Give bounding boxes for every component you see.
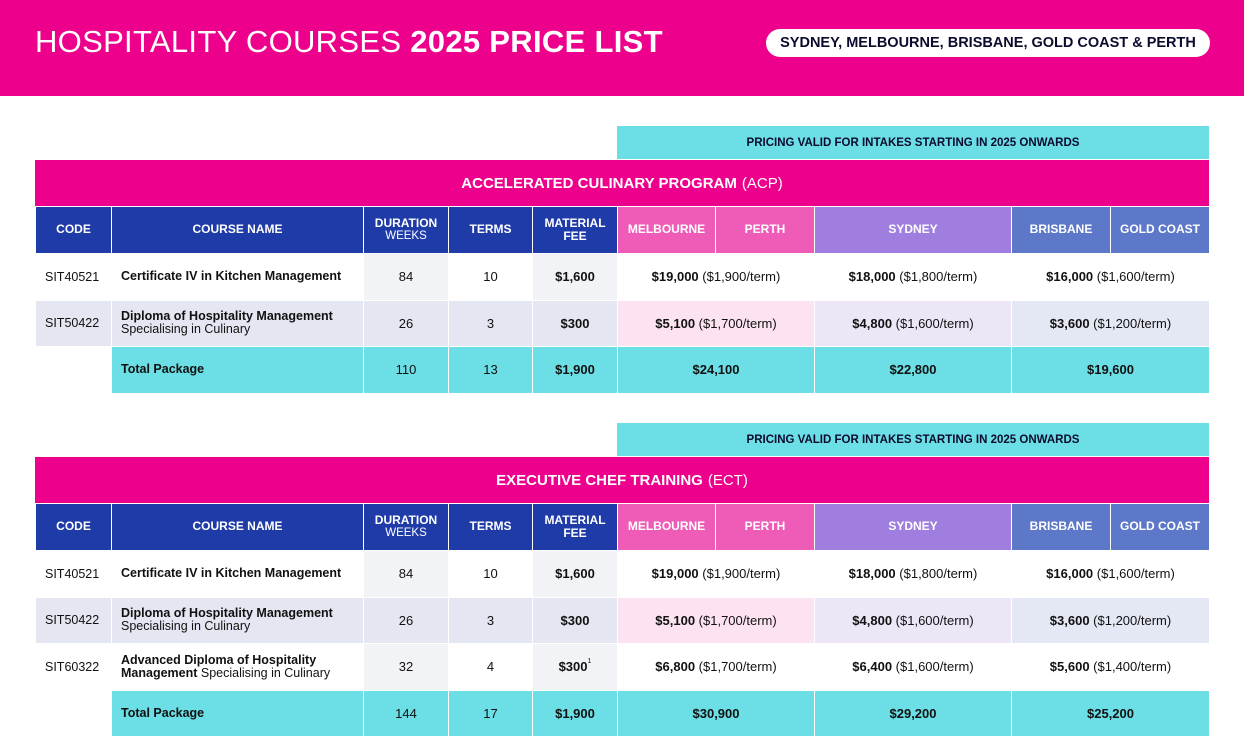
price-per-term: ($1,900/term): [702, 566, 781, 582]
terms-value: 4: [449, 644, 533, 691]
total-brisbane-goldcoast: $25,200: [1012, 690, 1210, 737]
table-row: [36, 597, 1210, 644]
col-sydney: SYDNEY: [815, 207, 1012, 254]
total-label: Total Package: [112, 347, 364, 394]
material-fee-value: [533, 254, 618, 301]
page-title: [35, 24, 663, 60]
col-material-fee: MATERIAL FEE: [533, 504, 618, 551]
ect-program-name: EXECUTIVE CHEF TRAINING: [496, 471, 703, 489]
price: $16,000: [1046, 566, 1094, 582]
ect-validity-banner: PRICING VALID FOR INTAKES STARTING IN 2025 ONWARDS: [617, 423, 1209, 456]
course-specialisation: Specialising in Culinary: [200, 665, 331, 680]
col-melbourne: MELBOURNE: [618, 207, 716, 254]
price: $4,800: [852, 315, 893, 331]
course-code: SIT40521: [36, 551, 112, 598]
price: $5,600: [1049, 659, 1090, 675]
price-per-term: ($1,400/term): [1093, 659, 1172, 675]
col-duration-unit: WEEKS: [385, 230, 427, 243]
price-per-term: ($1,700/term): [698, 659, 777, 675]
price: $5,100: [655, 315, 696, 331]
duration-value: 26: [364, 597, 449, 644]
acp-program-title: [35, 160, 1209, 206]
melbourne-perth-price: [618, 254, 815, 301]
col-duration-label: DURATION: [374, 513, 438, 528]
col-terms: TERMS: [449, 504, 533, 551]
acp-price-table: [35, 206, 1210, 394]
total-sydney: $22,800: [815, 347, 1012, 394]
total-melbourne-perth: $24,100: [618, 347, 815, 394]
material-fee-amount: $300: [560, 612, 590, 628]
total-material-fee: $1,900: [533, 347, 618, 394]
material-fee-amount: $1,600: [555, 566, 595, 582]
col-duration: [364, 504, 449, 551]
title-bold: 2025 PRICE LIST: [410, 24, 663, 59]
course-name: [112, 254, 364, 301]
table-header-row: [36, 504, 1210, 551]
brisbane-goldcoast-price: [1012, 597, 1210, 644]
course-name: [112, 300, 364, 347]
col-sydney: SYDNEY: [815, 504, 1012, 551]
footnote-marker: 1: [587, 658, 592, 666]
total-sydney: $29,200: [815, 690, 1012, 737]
price: $18,000: [848, 566, 896, 582]
col-terms: TERMS: [449, 207, 533, 254]
melbourne-perth-price: [618, 597, 815, 644]
price-per-term: ($1,600/term): [895, 659, 974, 675]
ect-program-title: [35, 457, 1209, 503]
col-duration-unit: WEEKS: [385, 527, 427, 540]
blank-cell: [36, 690, 112, 737]
material-fee-amount: $300: [558, 659, 588, 675]
col-duration-label: DURATION: [374, 216, 438, 231]
table-header-row: [36, 207, 1210, 254]
course-title: Advanced Diploma of Hospitality Management: [121, 652, 317, 680]
sydney-price: [815, 644, 1012, 691]
total-brisbane-goldcoast: $19,600: [1012, 347, 1210, 394]
price-per-term: ($1,800/term): [899, 566, 978, 582]
sydney-price: [815, 300, 1012, 347]
price: $6,400: [852, 659, 893, 675]
price-per-term: ($1,600/term): [1096, 269, 1175, 285]
total-row: [36, 347, 1210, 394]
duration-value: 26: [364, 300, 449, 347]
material-fee-value: [533, 300, 618, 347]
total-row: [36, 690, 1210, 737]
price-per-term: ($1,200/term): [1093, 315, 1172, 331]
melbourne-perth-price: [618, 300, 815, 347]
price-per-term: ($1,600/term): [895, 315, 974, 331]
sydney-price: [815, 551, 1012, 598]
acp-program-name: ACCELERATED CULINARY PROGRAM: [461, 174, 737, 192]
course-name: [112, 597, 364, 644]
total-melbourne-perth: $30,900: [618, 690, 815, 737]
course-specialisation: Specialising in Culinary: [121, 322, 251, 337]
title-light: HOSPITALITY COURSES: [35, 24, 402, 59]
col-gold-coast: GOLD COAST: [1111, 207, 1210, 254]
terms-value: 3: [449, 597, 533, 644]
col-code: CODE: [36, 504, 112, 551]
brisbane-goldcoast-price: [1012, 644, 1210, 691]
ect-program-abbr: (ECT): [707, 471, 748, 489]
duration-value: 32: [364, 644, 449, 691]
col-course-name: COURSE NAME: [112, 207, 364, 254]
col-brisbane: BRISBANE: [1012, 207, 1111, 254]
table-row: [36, 300, 1210, 347]
melbourne-perth-price: [618, 551, 815, 598]
course-specialisation: Specialising in Culinary: [121, 619, 251, 634]
price-per-term: ($1,800/term): [899, 269, 978, 285]
acp-validity-banner: PRICING VALID FOR INTAKES STARTING IN 2025 ONWARDS: [617, 126, 1209, 159]
brisbane-goldcoast-price: [1012, 551, 1210, 598]
price: $16,000: [1046, 269, 1094, 285]
price: $19,000: [651, 269, 699, 285]
price: $5,100: [655, 612, 696, 628]
col-course-name: COURSE NAME: [112, 504, 364, 551]
price: $4,800: [852, 612, 893, 628]
price-per-term: ($1,600/term): [1096, 566, 1175, 582]
col-brisbane: BRISBANE: [1012, 504, 1111, 551]
material-fee-value: [533, 644, 618, 691]
sydney-price: [815, 254, 1012, 301]
terms-value: 10: [449, 254, 533, 301]
page-header: [0, 0, 1244, 96]
price: $18,000: [848, 269, 896, 285]
col-material-fee: MATERIAL FEE: [533, 207, 618, 254]
brisbane-goldcoast-price: [1012, 300, 1210, 347]
acp-program-abbr: (ACP): [741, 174, 783, 192]
col-perth: PERTH: [716, 504, 815, 551]
table-row: [36, 644, 1210, 691]
price-per-term: ($1,900/term): [702, 269, 781, 285]
course-code: SIT50422: [36, 300, 112, 347]
price: $6,800: [655, 659, 696, 675]
col-melbourne: MELBOURNE: [618, 504, 716, 551]
col-code: CODE: [36, 207, 112, 254]
melbourne-perth-price: [618, 644, 815, 691]
price-per-term: ($1,200/term): [1093, 612, 1172, 628]
course-title: Diploma of Hospitality Management: [121, 606, 333, 621]
course-code: SIT40521: [36, 254, 112, 301]
course-name: [112, 644, 364, 691]
course-title: Certificate IV in Kitchen Management: [121, 269, 342, 284]
duration-value: 84: [364, 254, 449, 301]
price: $3,600: [1049, 612, 1090, 628]
col-gold-coast: GOLD COAST: [1111, 504, 1210, 551]
total-duration: 144: [364, 690, 449, 737]
table-row: [36, 551, 1210, 598]
material-fee-value: [533, 597, 618, 644]
material-fee-amount: $300: [560, 315, 590, 331]
total-terms: 13: [449, 347, 533, 394]
table-row: [36, 254, 1210, 301]
col-duration: [364, 207, 449, 254]
price: $3,600: [1049, 315, 1090, 331]
price-per-term: ($1,700/term): [698, 315, 777, 331]
brisbane-goldcoast-price: [1012, 254, 1210, 301]
material-fee-value: [533, 551, 618, 598]
terms-value: 10: [449, 551, 533, 598]
price-per-term: ($1,700/term): [698, 612, 777, 628]
course-name: [112, 551, 364, 598]
total-material-fee: $1,900: [533, 690, 618, 737]
total-terms: 17: [449, 690, 533, 737]
course-code: SIT60322: [36, 644, 112, 691]
course-title: Certificate IV in Kitchen Management: [121, 566, 342, 581]
price: $19,000: [651, 566, 699, 582]
total-label: Total Package: [112, 690, 364, 737]
ect-price-table: [35, 503, 1210, 737]
price-per-term: ($1,600/term): [895, 612, 974, 628]
course-title: Diploma of Hospitality Management: [121, 309, 333, 324]
course-code: SIT50422: [36, 597, 112, 644]
blank-cell: [36, 347, 112, 394]
duration-value: 84: [364, 551, 449, 598]
col-perth: PERTH: [716, 207, 815, 254]
total-duration: 110: [364, 347, 449, 394]
terms-value: 3: [449, 300, 533, 347]
material-fee-amount: $1,600: [555, 269, 595, 285]
cities-badge: SYDNEY, MELBOURNE, BRISBANE, GOLD COAST & PERTH: [766, 29, 1210, 57]
sydney-price: [815, 597, 1012, 644]
